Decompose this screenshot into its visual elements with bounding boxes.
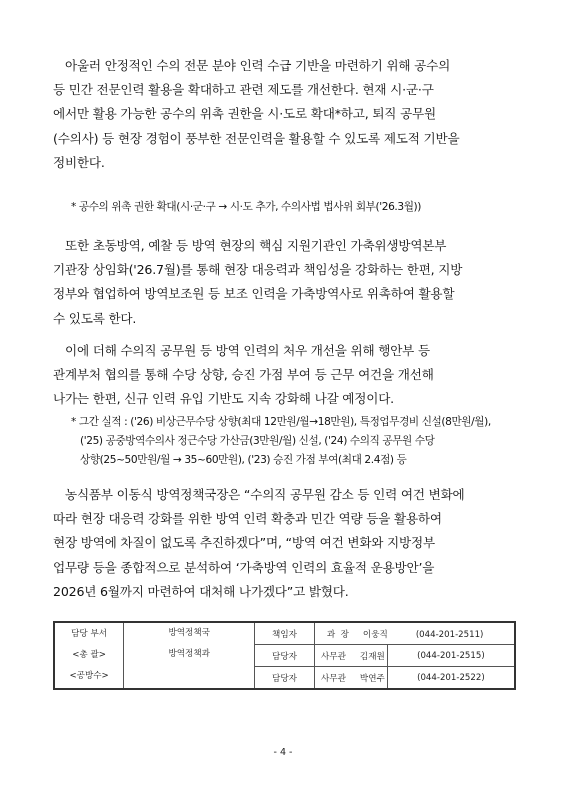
title-cell: [314, 667, 387, 690]
footnote-text: * 공수의 위촉 권한 확대(시·군·구 → 시·도 추가, 수의사법 법사위 회부('26.3월)): [71, 201, 422, 213]
phone-cell: (044-201-2515): [387, 645, 515, 667]
table-row: [54, 622, 515, 645]
text-line: 등 민간 전문인력 활용을 확대하고 관련 제도를 개선한다. 현재 시·군·구: [53, 82, 434, 98]
footnote-text: ('25) 공중방역수의사 정근수당 가산금(3만원/월) 신설, ('24) 수의직 공무원 수당: [80, 435, 435, 447]
paragraph-quarantine-headquarters: [53, 234, 516, 331]
contact-title: 사무관: [321, 673, 346, 684]
dept-label: 담당 부서: [71, 629, 108, 639]
text-line: (수의사) 등 현장 경험이 풍부한 전문인력을 활용할 수 있도록 제도적 기반을: [53, 130, 460, 146]
dept-sublabel: <공방수>: [69, 671, 109, 681]
text-line: 정부와 협업하여 방역보조원 등 보조 인력을 가축방역사로 위촉하여 활용할: [53, 286, 455, 302]
text-line: 업무량 등을 종합적으로 분석하여 ‘가축방역 인력의 효율적 운용방안’을: [53, 559, 435, 575]
contact-title: 사무관: [321, 651, 346, 662]
paragraph-director-quote: [53, 483, 516, 604]
text-line: 에서만 활용 가능한 공수의 위촉 권한을 시·도로 확대*하고, 퇴직 공무원: [53, 106, 436, 122]
text-line: 기관장 상임화('26.7월)를 통해 현장 대응력과 책임성을 강화하는 한편, 지방: [53, 262, 463, 278]
paragraph-expert-workforce: [53, 54, 516, 175]
contact-name: 이웅직: [362, 629, 388, 640]
text-line: 또한 초동방역, 예찰 등 방역 현장의 핵심 지원기관인 가축위생방역본부: [65, 238, 447, 253]
contact-name: 박연주: [359, 673, 385, 684]
contact-phone: (044-201-2511): [415, 629, 484, 640]
text-line: 이에 더해 수의직 공무원 등 방역 인력의 처우 개선을 위해 행안부 등: [65, 343, 430, 358]
role-cell: 담당자: [255, 645, 315, 667]
dept-sublabel: <총 괄>: [72, 650, 106, 660]
dept-names-cell: [124, 622, 255, 689]
dept-label-cell: [54, 622, 124, 689]
text-line: 관계부처 협의를 통해 수당 상향, 승진 가점 부여 등 근무 여건을 개선해: [53, 367, 434, 383]
role-cell: 책임자: [255, 622, 315, 645]
text-line: 나가는 한편, 신규 인력 유입 기반도 지속 강화해 나갈 예정이다.: [53, 391, 394, 407]
phone-cell: (044-201-2522): [387, 667, 515, 690]
footnote-text: 상향(25~50만원/월 → 35~60만원), ('23) 승진 가점 부여(최대 2.4점) 등: [80, 454, 407, 466]
paragraph-working-conditions: [53, 339, 516, 412]
contact-name: 김재원: [359, 651, 385, 662]
text-line: 수 있도록 한다.: [53, 310, 137, 326]
footnote-authority-expansion: [71, 198, 421, 217]
text-line: 아울러 안정적인 수의 전문 분야 인력 수급 기반을 마련하기 위해 공수의: [65, 58, 451, 73]
text-line: 농식품부 이동식 방역정책국장은 “수의직 공무원 감소 등 인력 여건 변화에: [65, 487, 465, 502]
text-line: 2026년 6월까지 마련하여 대처해 나가겠다”고 밝혔다.: [53, 583, 349, 599]
footnote-past-achievements: [71, 413, 491, 470]
dept-name: 방역정책과: [168, 649, 210, 659]
contact-table: [53, 621, 516, 690]
contact-title: 과 장: [326, 629, 349, 640]
role-cell: 담당자: [255, 667, 315, 690]
contact-cell: [314, 622, 515, 645]
text-line: 정비한다.: [53, 154, 105, 170]
page-number: - 4 -: [273, 747, 293, 758]
title-cell: [314, 645, 387, 667]
text-line: 현장 방역에 차질이 없도록 추진하겠다”며, “방역 여건 변화와 지방정부: [53, 535, 435, 551]
text-line: 따라 현장 대응력 강화를 위한 방역 인력 확충과 민간 역량 등을 활용하여: [53, 511, 442, 527]
dept-name: 방역정책국: [168, 628, 210, 638]
footnote-text: * 그간 실적 : ('26) 비상근무수당 상향(최대 12만원/월→18만원), 특정업무경비 신설(8만원/월),: [71, 416, 491, 428]
